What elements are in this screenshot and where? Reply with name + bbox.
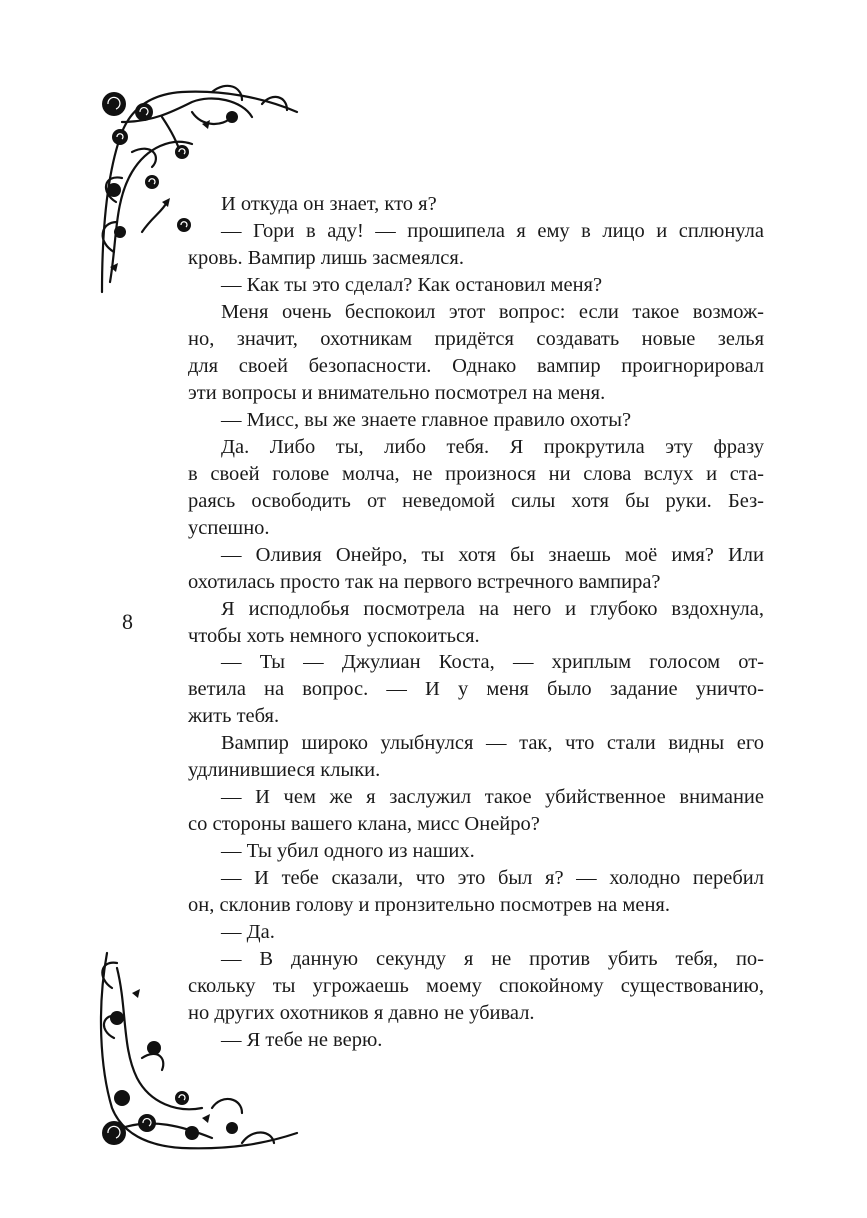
text-line: Меня очень беспокоил этот вопрос: если такое возмож- xyxy=(221,300,764,323)
text-line: жить тебя. xyxy=(188,705,280,728)
text-line: в своей голове молча, не произнося ни слова вслух и ста- xyxy=(188,462,764,485)
text-line: Я исподлобья посмотрела на него и глубоко вздохнула, xyxy=(221,597,764,620)
text-line: — Я тебе не верю. xyxy=(221,1029,383,1052)
text-line: эти вопросы и внимательно посмотрел на меня. xyxy=(188,381,606,404)
text-line: скольку ты угрожаешь моему спокойному существованию, xyxy=(188,975,764,998)
text-line: но других охотников я давно не убивал. xyxy=(188,1002,535,1025)
text-line: кровь. Вампир лишь засмеялся. xyxy=(188,246,464,269)
text-line: — Гори в аду! — прошипела я ему в лицо и сплюнула xyxy=(221,219,764,242)
text-line: И откуда он знает, кто я? xyxy=(221,193,437,215)
text-line: — И тебе сказали, что это был я? — холодно перебил xyxy=(221,867,764,890)
page-number: 8 xyxy=(122,609,133,634)
text-line: со стороны вашего клана, мисс Онейро? xyxy=(188,813,540,836)
text-line: для своей безопасности. Однако вампир проигнорировал xyxy=(188,354,764,377)
text-line: раясь освободить от неведомой силы хотя бы руки. Без- xyxy=(188,489,764,512)
text-line: Да. Либо ты, либо тебя. Я прокрутила эту фразу xyxy=(221,435,764,458)
text-line: но, значит, охотникам придётся создавать новые зелья xyxy=(188,327,764,350)
text-line: — Да. xyxy=(221,921,275,944)
text-line: ветила на вопрос. — И у меня было задание уничто- xyxy=(188,678,764,701)
text-line: Вампир широко улыбнулся — так, что стали видны его xyxy=(221,732,764,755)
text-line: — И чем же я заслужил такое убийственное внимание xyxy=(221,786,764,809)
text-line: чтобы хоть немного успокоиться. xyxy=(188,624,480,647)
text-line: успешно. xyxy=(188,516,270,539)
text-line: — Ты убил одного из наших. xyxy=(221,840,475,863)
text-line: — Оливия Онейро, ты хотя бы знаешь моё имя? Или xyxy=(221,543,764,566)
text-line: — В данную секунду я не против убить тебя, по- xyxy=(221,948,764,971)
text-line: удлинившиеся клыки. xyxy=(188,759,381,782)
text-line: он, склонив голову и пронзительно посмотрев на меня. xyxy=(188,894,670,917)
text-line: — Как ты это сделал? Как остановил меня? xyxy=(221,273,603,296)
text-line: — Мисс, вы же знаете главное правило охоты? xyxy=(221,408,632,431)
text-line: — Ты — Джулиан Коста, — хриплым голосом от- xyxy=(221,651,764,674)
text-line: охотилась просто так на первого встречного вампира? xyxy=(188,570,661,593)
